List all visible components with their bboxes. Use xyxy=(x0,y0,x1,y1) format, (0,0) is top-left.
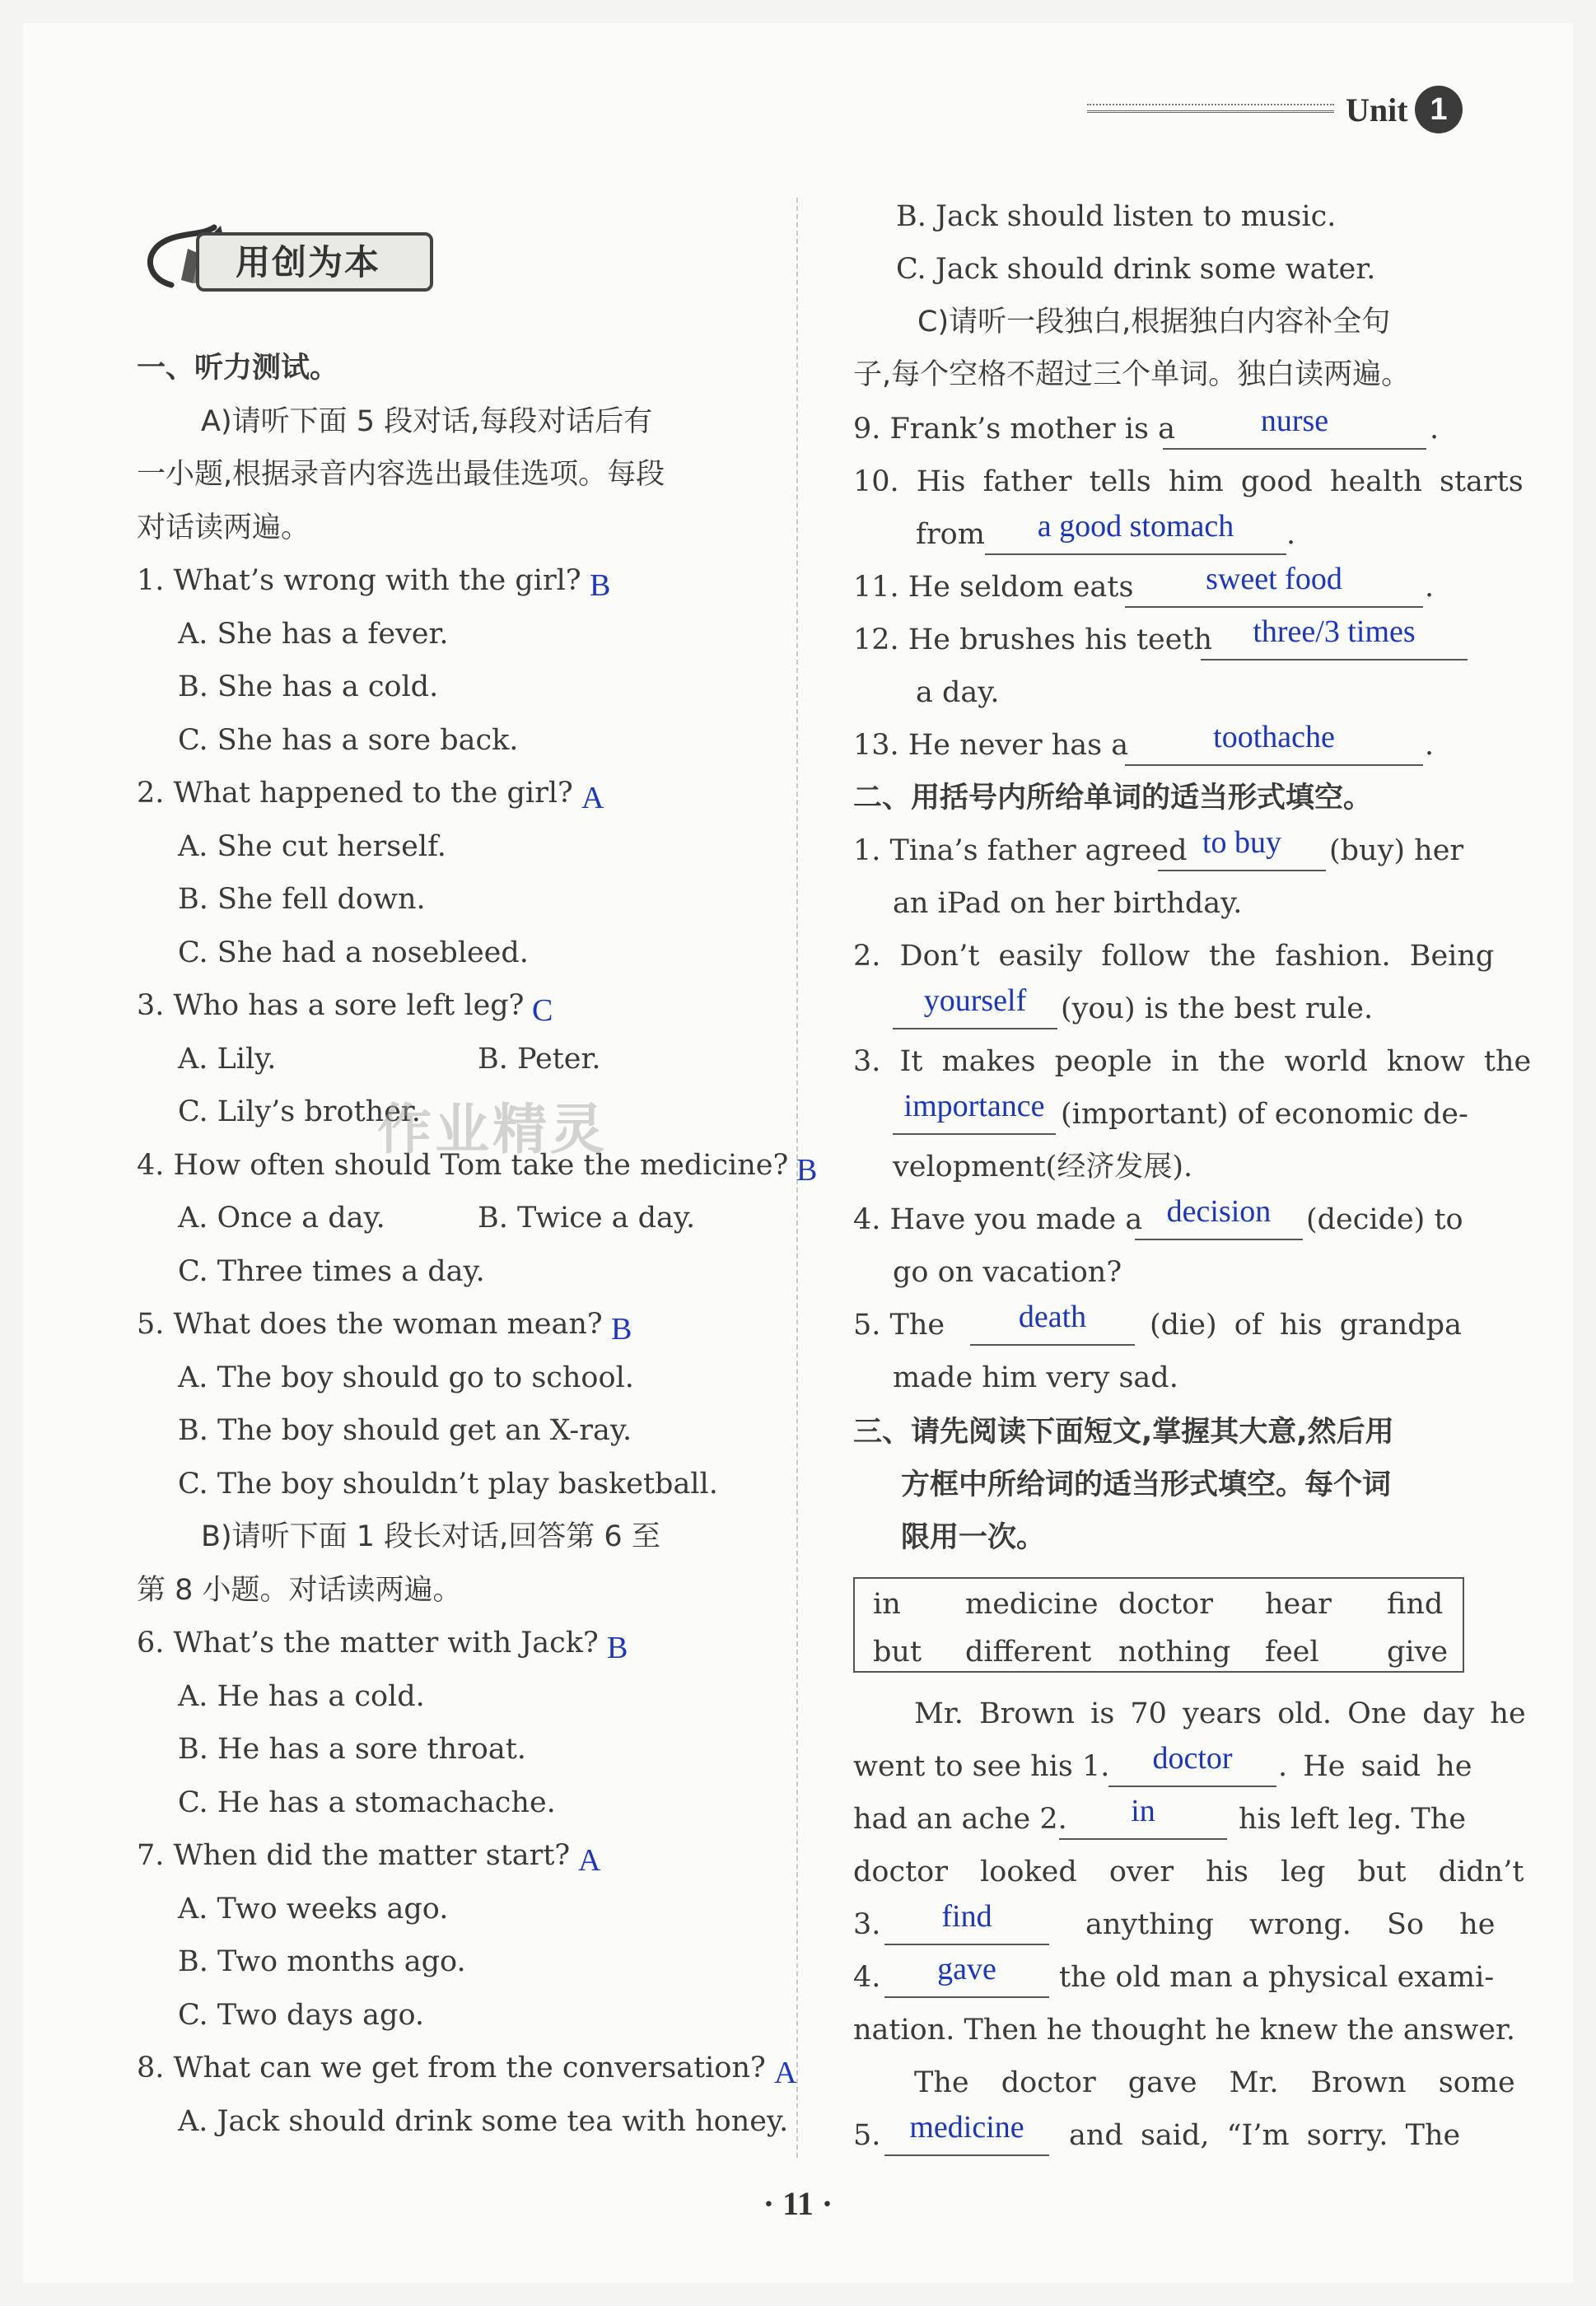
section-title: 限用一次。 xyxy=(901,1521,1046,1554)
period: . xyxy=(1425,729,1435,762)
answer-blank[interactable] xyxy=(1059,1838,1227,1840)
handwritten-answer: B xyxy=(796,1153,818,1188)
option-line: A. She cut herself. xyxy=(178,830,446,863)
option-line: B. Jack should listen to music. xyxy=(896,200,1337,233)
word-box-word: hear xyxy=(1265,1588,1332,1621)
option-line: A. The boy should go to school. xyxy=(178,1361,634,1394)
answer-blank[interactable] xyxy=(1135,1239,1303,1240)
instruction-text: 对话读两遍。 xyxy=(137,511,310,544)
period: . xyxy=(1425,571,1435,604)
header-dotted-rule xyxy=(1087,104,1334,105)
passage-text: doctor looked over his leg but didn’t xyxy=(853,1856,1524,1888)
answer-text: decision xyxy=(1166,1194,1272,1229)
option-line: C. Lily’s brother. xyxy=(178,1095,421,1128)
handwritten-answer: C xyxy=(532,993,553,1028)
handwritten-answer: B xyxy=(611,1312,632,1347)
answer-text: medicine xyxy=(909,2110,1024,2145)
unit-header xyxy=(1087,86,1474,135)
passage-text: his left leg. The xyxy=(1239,1803,1467,1836)
word-box-word: doctor xyxy=(1118,1588,1213,1621)
question-text: 1. Tina’s father agreed xyxy=(853,834,1188,867)
question-text: an iPad on her birthday. xyxy=(893,887,1243,920)
word-box-word: different xyxy=(965,1636,1092,1669)
question-text: from xyxy=(916,518,985,551)
answer-text: find xyxy=(941,1899,992,1934)
answer-blank[interactable] xyxy=(985,553,1286,555)
word-box-word: find xyxy=(1387,1588,1444,1621)
unit-label: Unit xyxy=(1346,91,1408,128)
passage-text: the old man a physical exami- xyxy=(1059,1961,1495,1994)
option-line: A. Once a day. xyxy=(178,1202,385,1235)
answer-blank[interactable] xyxy=(1158,870,1326,871)
option-line: C. He has a stomachache. xyxy=(178,1786,556,1819)
option-line: A. He has a cold. xyxy=(178,1680,425,1713)
passage-text: . He said he xyxy=(1278,1750,1472,1783)
passage-text: had an ache 2. xyxy=(853,1803,1067,1836)
passage-text: 4. xyxy=(853,1961,881,1994)
watermark: 作业精灵 xyxy=(377,1098,608,1161)
answer-text: to buy xyxy=(1202,825,1282,860)
passage-text: Mr. Brown is 70 years old. One day he xyxy=(914,1697,1526,1730)
passage-text: 3. xyxy=(853,1908,881,1941)
answer-text: yourself xyxy=(923,983,1027,1018)
question-text: 12. He brushes his teeth xyxy=(853,623,1213,656)
question-text: 13. He never has a xyxy=(853,729,1129,762)
answer-text: gave xyxy=(937,1952,996,1986)
question-text: (important) of economic de- xyxy=(1061,1098,1468,1131)
passage-text: 5. xyxy=(853,2119,881,2152)
question-text: made him very sad. xyxy=(893,1361,1178,1394)
question-text: 3. Who has a sore left leg? xyxy=(137,989,525,1022)
answer-text: three/3 times xyxy=(1253,614,1416,649)
handwritten-answer: A xyxy=(774,2056,797,2090)
answer-blank[interactable] xyxy=(884,1996,1049,1998)
instruction-text: 一、听力测试。 xyxy=(137,352,339,385)
option-line: C. Three times a day. xyxy=(178,1255,485,1288)
period: . xyxy=(1430,413,1440,446)
answer-blank[interactable] xyxy=(884,2154,1049,2156)
option-line: A. Lily. xyxy=(178,1043,277,1076)
answer-blank[interactable] xyxy=(970,1344,1135,1346)
option-line: B. The boy should get an X-ray. xyxy=(178,1414,632,1447)
answer-text: in xyxy=(1131,1794,1155,1828)
option-line: C. She has a sore back. xyxy=(178,724,519,757)
answer-text: death xyxy=(1018,1300,1087,1334)
period: . xyxy=(1286,518,1296,551)
question-text: 5. The xyxy=(853,1309,945,1342)
question-text: 2. What happened to the girl? xyxy=(137,777,573,810)
word-box-word: give xyxy=(1387,1636,1449,1669)
question-text: a day. xyxy=(916,676,1000,709)
instruction-text: B)请听下面 1 段长对话,回答第 6 至 xyxy=(201,1520,660,1553)
instruction-text: A)请听下面 5 段对话,每段对话后有 xyxy=(201,405,653,438)
word-box-word: but xyxy=(873,1636,922,1669)
option-line: A. She has a fever. xyxy=(178,618,449,651)
answer-blank[interactable] xyxy=(1163,448,1426,450)
section-title: 二、用括号内所给单词的适当形式填空。 xyxy=(853,782,1373,815)
question-text: (decide) to xyxy=(1306,1203,1463,1236)
word-box-word: medicine xyxy=(965,1588,1099,1621)
answer-text: a good stomach xyxy=(1037,509,1234,544)
answer-blank[interactable] xyxy=(884,1944,1049,1945)
answer-blank[interactable] xyxy=(1201,659,1468,661)
passage-text: went to see his 1. xyxy=(853,1750,1110,1783)
option-line: C. She had a nosebleed. xyxy=(178,936,529,969)
question-text: 5. What does the woman mean? xyxy=(137,1308,603,1341)
question-text: 4. How often should Tom take the medicine? xyxy=(137,1149,789,1182)
option-line: B. She fell down. xyxy=(178,883,426,916)
question-text: velopment(经济发展). xyxy=(893,1151,1193,1183)
answer-text: sweet food xyxy=(1206,562,1342,596)
handwritten-answer: A xyxy=(581,781,604,815)
option-line: B. Two months ago. xyxy=(178,1945,466,1978)
word-box xyxy=(853,1577,1464,1673)
handwritten-answer: B xyxy=(590,568,611,603)
answer-text: nurse xyxy=(1260,404,1329,438)
answer-blank[interactable] xyxy=(1125,606,1423,608)
section-title: 三、请先阅读下面短文,掌握其大意,然后用 xyxy=(853,1416,1394,1449)
banner-title: 用创为本 xyxy=(236,242,381,282)
handwritten-answer: A xyxy=(578,1843,601,1878)
answer-blank[interactable] xyxy=(893,1028,1057,1029)
question-text: 2. Don’t easily follow the fashion. Being xyxy=(853,940,1495,973)
question-text: 7. When did the matter start? xyxy=(137,1839,571,1872)
instruction-text: C)请听一段独白,根据独白内容补全句 xyxy=(917,306,1391,338)
question-text: 3. It makes people in the world know the xyxy=(853,1045,1532,1078)
answer-blank[interactable] xyxy=(893,1133,1056,1135)
question-text: 8. What can we get from the conversation? xyxy=(137,2052,766,2084)
passage-text: The doctor gave Mr. Brown some xyxy=(914,2066,1515,2099)
handwritten-answer: B xyxy=(607,1631,628,1665)
question-text: (you) is the best rule. xyxy=(1061,992,1374,1025)
section-banner xyxy=(138,221,435,296)
question-text: 4. Have you made a xyxy=(853,1203,1143,1236)
answer-blank[interactable] xyxy=(1125,764,1423,766)
passage-text: nation. Then he thought he knew the answer. xyxy=(853,2014,1515,2047)
header-rule xyxy=(1087,110,1334,113)
question-text: 9. Frank’s mother is a xyxy=(853,413,1175,446)
option-line: C. Two days ago. xyxy=(178,1999,425,2032)
unit-number-badge: 1 xyxy=(1415,86,1463,133)
question-text: 11. He seldom eats xyxy=(853,571,1134,604)
section-title: 方框中所给词的适当形式填空。每个词 xyxy=(901,1468,1392,1501)
instruction-text: 第 8 小题。对话读两遍。 xyxy=(137,1574,462,1607)
word-box-word: nothing xyxy=(1118,1636,1231,1669)
question-text: 10. His father tells him good health starts xyxy=(853,465,1524,498)
option-line: B. He has a sore throat. xyxy=(178,1733,526,1766)
option-line: A. Two weeks ago. xyxy=(178,1893,449,1926)
option-line: A. Jack should drink some tea with honey. xyxy=(178,2105,789,2138)
word-box-word: feel xyxy=(1265,1636,1319,1669)
question-text: go on vacation? xyxy=(893,1256,1122,1289)
word-box-word: in xyxy=(873,1588,901,1621)
answer-blank[interactable] xyxy=(1108,1786,1276,1787)
instruction-text: 子,每个空格不超过三个单词。独白读两遍。 xyxy=(853,358,1411,391)
passage-text: and said, “I’m sorry. The xyxy=(1069,2119,1461,2152)
question-text: (buy) her xyxy=(1329,834,1464,867)
passage-text: anything wrong. So he xyxy=(1085,1908,1496,1941)
instruction-text: 一小题,根据录音内容选出最佳选项。每段 xyxy=(137,458,665,491)
option-line: B. Twice a day. xyxy=(478,1202,696,1235)
question-text: (die) of his grandpa xyxy=(1150,1309,1462,1342)
page-number: · 11 · xyxy=(763,2185,833,2222)
option-line: B. She has a cold. xyxy=(178,670,439,703)
option-line: B. Peter. xyxy=(478,1043,601,1076)
question-text: 6. What’s the matter with Jack? xyxy=(137,1627,599,1659)
option-line: C. The boy shouldn’t play basketball. xyxy=(178,1468,718,1501)
answer-text: doctor xyxy=(1152,1741,1233,1776)
answer-text: importance xyxy=(903,1089,1045,1123)
answer-text: toothache xyxy=(1213,720,1335,754)
option-line: C. Jack should drink some water. xyxy=(896,253,1376,286)
question-text: 1. What’s wrong with the girl? xyxy=(137,564,581,597)
